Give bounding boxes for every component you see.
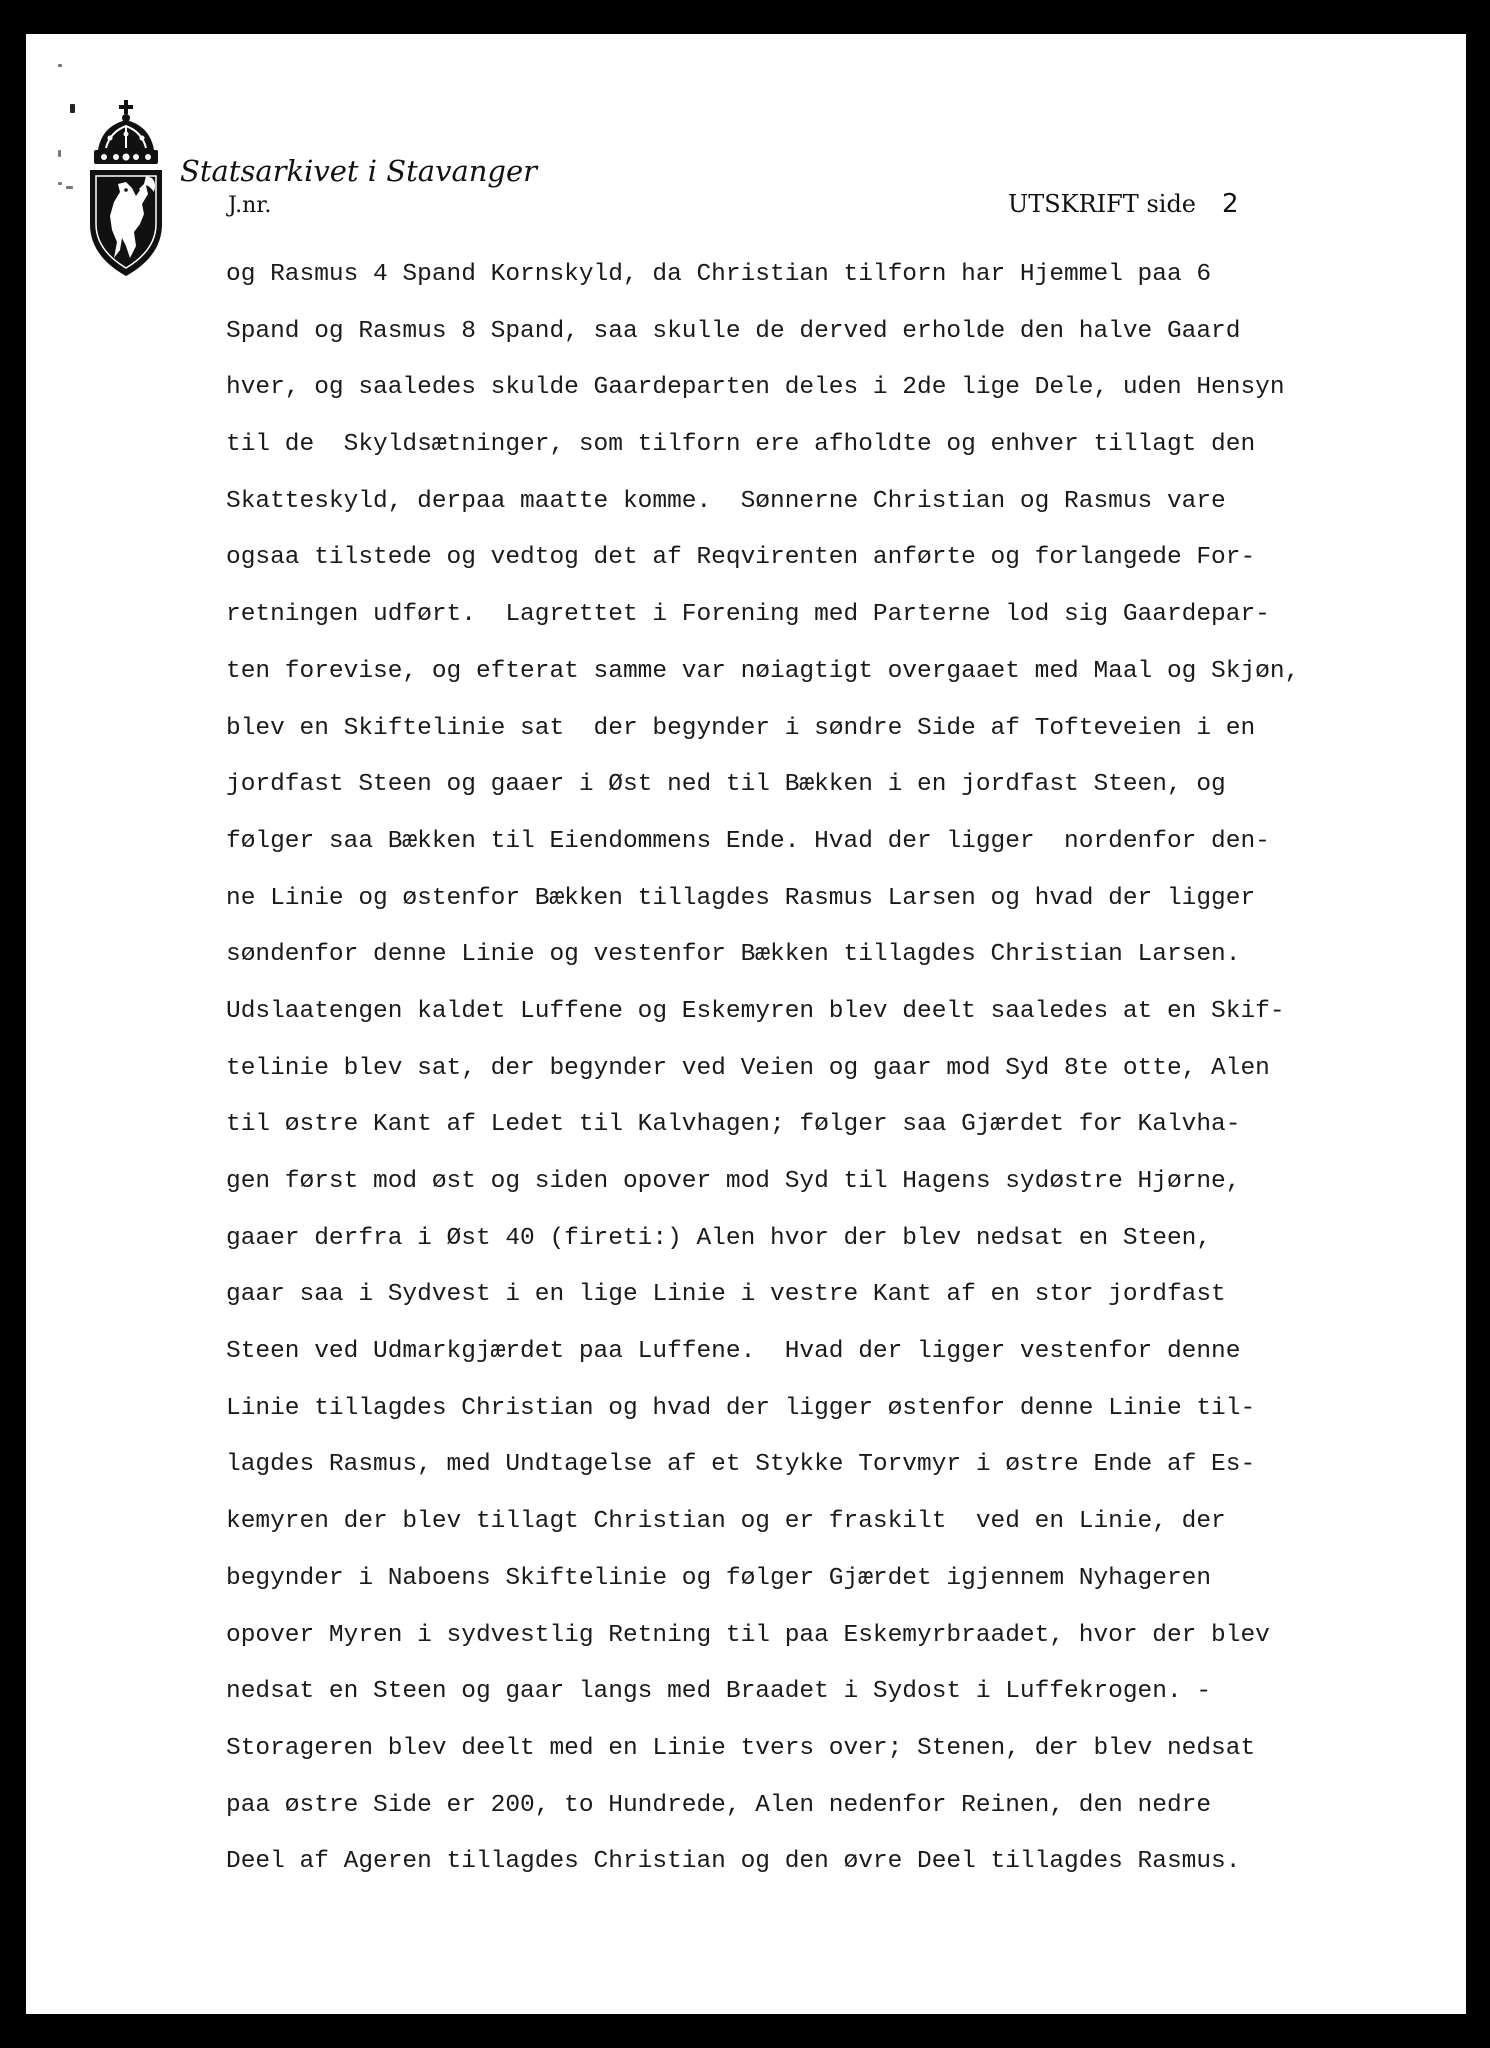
text-line: til de Skyldsætninger, som tilforn ere afholdte og enhver tillagt den — [226, 431, 1256, 459]
text-line: Linie tillagdes Christian og hvad der ligger østenfor denne Linie til- — [226, 1394, 1256, 1422]
journal-number-label: J.nr. — [228, 193, 272, 218]
transcript-body — [226, 254, 1448, 1898]
text-line: til østre Kant af Ledet til Kalvhagen; følger saa Gjærdet for Kalvha- — [226, 1111, 1241, 1139]
text-line: ne Linie og østenfor Bækken tillagdes Rasmus Larsen og hvad der ligger — [226, 884, 1256, 912]
text-line: telinie blev sat, der begynder ved Veien og gaar mod Syd 8te otte, Alen — [226, 1054, 1270, 1082]
text-line: ten forevise, og efterat samme var nøiagtigt overgaaet med Maal og Skjøn, — [226, 657, 1300, 685]
transcript-label: UTSKRIFT side — [1008, 190, 1197, 218]
text-line: søndenfor denne Linie og vestenfor Bækken tillagdes Christian Larsen. — [226, 941, 1241, 969]
text-line: Skatteskyld, derpaa maatte komme. Sønnerne Christian og Rasmus vare — [226, 487, 1226, 515]
text-line: kemyren der blev tillagt Christian og er fraskilt ved en Linie, der — [226, 1508, 1226, 1536]
text-line: jordfast Steen og gaaer i Øst ned til Bækken i en jordfast Steen, og — [226, 771, 1226, 799]
page-number: 2 — [1222, 189, 1239, 219]
text-line: Udslaatengen kaldet Luffene og Eskemyren blev deelt saaledes at en Skif- — [226, 997, 1285, 1025]
text-line: paa østre Side er 200, to Hundrede, Alen nedenfor Reinen, den nedre — [226, 1791, 1212, 1819]
norwegian-coat-of-arms-icon — [84, 64, 168, 278]
archive-name: Statsarkivet i Stavanger — [180, 154, 538, 188]
text-line: gaar saa i Sydvest i en lige Linie i vestre Kant af en stor jordfast — [226, 1281, 1226, 1309]
text-line: nedsat en Steen og gaar langs med Braadet i Sydost i Luffekrogen. - — [226, 1678, 1212, 1706]
text-line: lagdes Rasmus, med Undtagelse af et Stykke Torvmyr i østre Ende af Es- — [226, 1451, 1256, 1479]
text-line: Storageren blev deelt med en Linie tvers over; Stenen, der blev nedsat — [226, 1734, 1256, 1762]
text-line: begynder i Naboens Skiftelinie og følger Gjærdet igjennem Nyhageren — [226, 1564, 1212, 1592]
text-line: Steen ved Udmarkgjærdet paa Luffene. Hvad der ligger vestenfor denne — [226, 1338, 1241, 1366]
text-line: følger saa Bækken til Eiendommens Ende. Hvad der ligger nordenfor den- — [226, 827, 1270, 855]
text-line: Deel af Ageren tillagdes Christian og den øvre Deel tillagdes Rasmus. — [226, 1848, 1241, 1876]
text-line: Spand og Rasmus 8 Spand, saa skulle de derved erholde den halve Gaard — [226, 317, 1241, 345]
text-line: retningen udført. Lagrettet i Forening med Parterne lod sig Gaardepar- — [226, 601, 1270, 629]
text-line: gen først mod øst og siden opover mod Syd til Hagens sydøstre Hjørne, — [226, 1168, 1241, 1195]
text-line: gaaer derfra i Øst 40 (fireti:) Alen hvor der blev nedsat en Steen, — [226, 1224, 1212, 1252]
text-line: blev en Skiftelinie sat der begynder i søndre Side af Tofteveien i en — [226, 714, 1256, 742]
text-line: og Rasmus 4 Spand Kornskyld, da Christian tilforn har Hjemmel paa 6 — [226, 261, 1212, 288]
text-line: hver, og saaledes skulde Gaardeparten deles i 2de lige Dele, uden Hensyn — [226, 374, 1285, 402]
text-line: ogsaa tilstede og vedtog det af Reqvirenten anførte og forlangede For- — [226, 544, 1256, 572]
transcript-page-label — [1008, 189, 1239, 219]
text-line: opover Myren i sydvestlig Retning til paa Eskemyrbraadet, hvor der blev — [226, 1621, 1270, 1649]
